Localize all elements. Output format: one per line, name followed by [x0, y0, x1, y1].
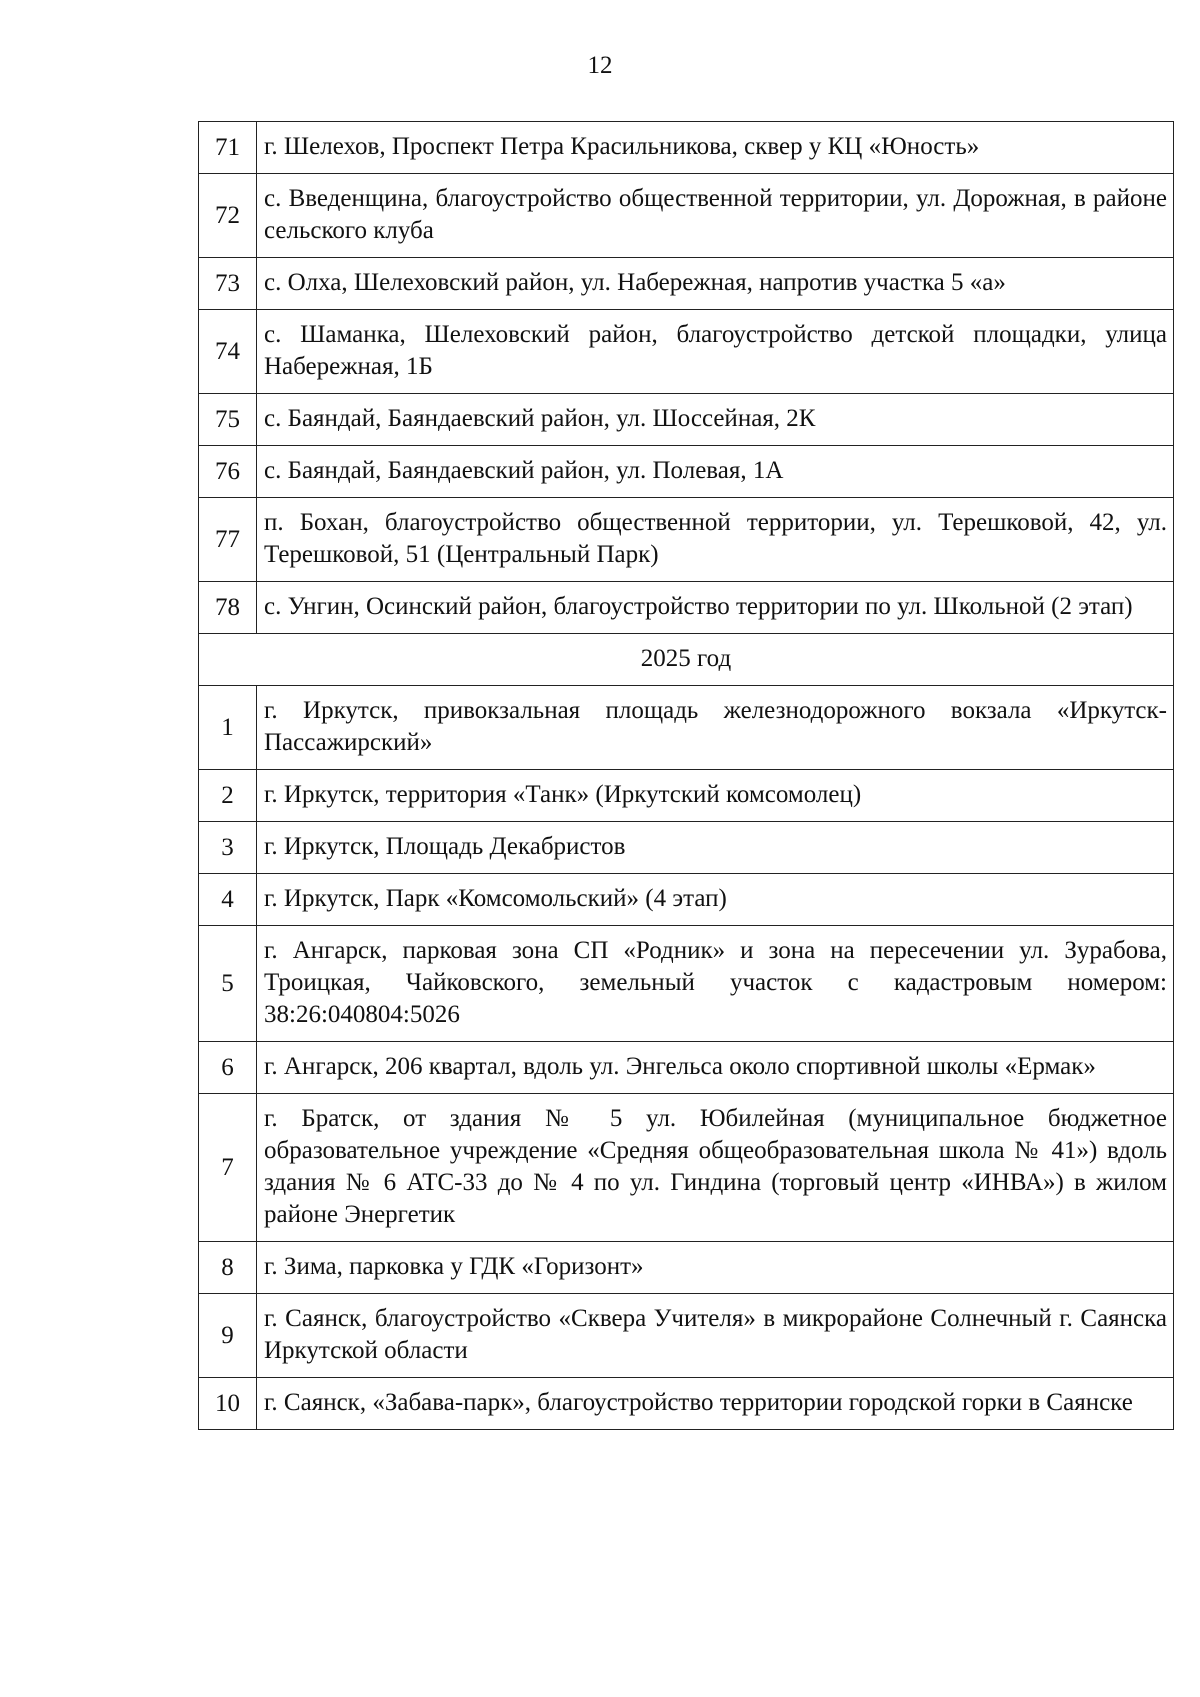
table-row — [199, 310, 1174, 394]
table-row — [199, 174, 1174, 258]
row-address: г. Саянск, благоустройство «Сквера Учителя» в микрорайоне Солнечный г. Саянска Иркутской области — [257, 1294, 1174, 1378]
row-address: г. Братск, от здания № 5 ул. Юбилейная (муниципальное бюджетное образовательное учреждение «Средняя общеобразовательная школа № 41») вдоль здания № 6 АТС-33 до № 4 по ул. Гиндина (торговый центр «ИНВА») в жилом районе Энергетик — [257, 1094, 1174, 1242]
row-number: 3 — [199, 822, 257, 874]
row-number: 9 — [199, 1294, 257, 1378]
table-row — [199, 498, 1174, 582]
table-row — [199, 926, 1174, 1042]
table-row — [199, 1378, 1174, 1430]
row-address: г. Зима, парковка у ГДК «Горизонт» — [257, 1242, 1174, 1294]
row-number: 2 — [199, 770, 257, 822]
row-address: с. Введенщина, благоустройство общественной территории, ул. Дорожная, в районе сельского клуба — [257, 174, 1174, 258]
row-number: 78 — [199, 582, 257, 634]
row-number: 72 — [199, 174, 257, 258]
table-row — [199, 1094, 1174, 1242]
row-number: 4 — [199, 874, 257, 926]
page-number: 12 — [587, 52, 613, 79]
row-address: п. Бохан, благоустройство общественной территории, ул. Терешковой, 42, ул. Терешковой, 51 (Центральный Парк) — [257, 498, 1174, 582]
row-address: с. Олха, Шелеховский район, ул. Набережная, напротив участка 5 «а» — [257, 258, 1174, 310]
row-number: 10 — [199, 1378, 257, 1430]
row-number: 5 — [199, 926, 257, 1042]
row-number: 6 — [199, 1042, 257, 1094]
row-address: г. Иркутск, Парк «Комсомольский» (4 этап) — [257, 874, 1174, 926]
table-row — [199, 446, 1174, 498]
row-address: г. Шелехов, Проспект Петра Красильникова, сквер у КЦ «Юность» — [257, 122, 1174, 174]
row-address: г. Иркутск, Площадь Декабристов — [257, 822, 1174, 874]
table-row — [199, 1242, 1174, 1294]
objects-table — [198, 121, 1174, 1430]
table-row — [199, 582, 1174, 634]
row-address: с. Баяндай, Баяндаевский район, ул. Полевая, 1А — [257, 446, 1174, 498]
row-number: 7 — [199, 1094, 257, 1242]
table-row — [199, 258, 1174, 310]
row-number: 1 — [199, 686, 257, 770]
row-number: 71 — [199, 122, 257, 174]
table-row — [199, 770, 1174, 822]
section-header-row — [199, 634, 1174, 686]
row-number: 74 — [199, 310, 257, 394]
table-row — [199, 1042, 1174, 1094]
row-number: 8 — [199, 1242, 257, 1294]
row-address: г. Иркутск, территория «Танк» (Иркутский комсомолец) — [257, 770, 1174, 822]
section-title: 2025 год — [199, 634, 1174, 686]
row-address: г. Иркутск, привокзальная площадь железнодорожного вокзала «Иркутск-Пассажирский» — [257, 686, 1174, 770]
table-row — [199, 1294, 1174, 1378]
row-address: г. Ангарск, парковая зона СП «Родник» и зона на пересечении ул. Зурабова, Троицкая, Чайковского, земельный участок с кадастровым номером: 38:26:040804:5026 — [257, 926, 1174, 1042]
row-number: 76 — [199, 446, 257, 498]
table-row — [199, 686, 1174, 770]
row-address: г. Саянск, «Забава-парк», благоустройство территории городской горки в Саянске — [257, 1378, 1174, 1430]
row-address: с. Баяндай, Баяндаевский район, ул. Шоссейная, 2К — [257, 394, 1174, 446]
row-address: с. Унгин, Осинский район, благоустройство территории по ул. Школьной (2 этап) — [257, 582, 1174, 634]
row-number: 77 — [199, 498, 257, 582]
table-row — [199, 874, 1174, 926]
row-number: 75 — [199, 394, 257, 446]
row-number: 73 — [199, 258, 257, 310]
row-address: с. Шаманка, Шелеховский район, благоустройство детской площадки, улица Набережная, 1Б — [257, 310, 1174, 394]
table-row — [199, 394, 1174, 446]
objects-table-body — [199, 122, 1174, 1430]
row-address: г. Ангарск, 206 квартал, вдоль ул. Энгельса около спортивной школы «Ермак» — [257, 1042, 1174, 1094]
table-row — [199, 822, 1174, 874]
table-row — [199, 122, 1174, 174]
